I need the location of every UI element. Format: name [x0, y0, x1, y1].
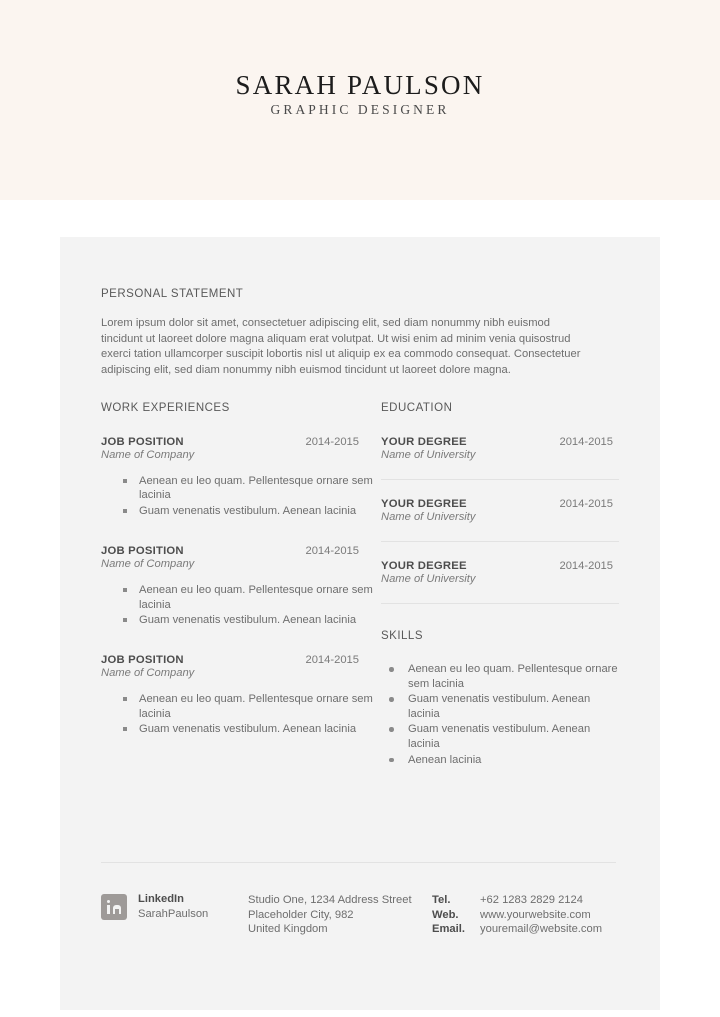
address-line: Placeholder City, 982	[248, 908, 354, 921]
skill-item: Aenean lacinia	[381, 753, 619, 768]
work-experiences-section	[101, 402, 381, 738]
education-section	[381, 402, 619, 604]
linkedin-icon-notch	[115, 909, 119, 915]
page-title: SARAH PAULSON	[235, 70, 485, 100]
education-heading: EDUCATION	[381, 402, 453, 414]
job-bullet: Aenean eu leo quam. Pellentesque ornare sem lacinia	[101, 692, 381, 721]
footer-contact-bar	[101, 892, 621, 937]
job-title: JOB POSITION	[101, 654, 184, 667]
contact-label-web: Web.	[432, 908, 459, 921]
address-line: United Kingdom	[248, 923, 328, 936]
company-name: Name of Company	[101, 449, 195, 461]
resume-content-panel	[60, 237, 660, 1010]
education-entry-header	[381, 436, 613, 448]
education-entry	[381, 436, 619, 480]
work-experience-header	[101, 545, 359, 557]
skills-bullet-list	[381, 662, 619, 767]
company-name: Name of Company	[101, 558, 195, 571]
degree-date: 2014-2015	[559, 560, 613, 572]
personal-statement-section	[101, 288, 601, 378]
work-experiences-list	[101, 436, 381, 737]
linkedin-label: LinkedIn	[138, 893, 184, 905]
linkedin-icon-dot	[107, 900, 110, 903]
work-experience-entry	[101, 545, 381, 627]
address-block	[248, 893, 432, 937]
education-skills-column	[381, 402, 619, 768]
contact-label-email: Email.	[432, 923, 465, 936]
personal-statement-heading: PERSONAL STATEMENT	[101, 288, 244, 300]
contact-value-web[interactable]: www.yourwebsite.com	[480, 908, 591, 921]
job-bullet: Aenean eu leo quam. Pellentesque ornare sem lacinia	[101, 474, 381, 503]
skill-item: Guam venenatis vestibulum. Aenean lacinia	[381, 692, 619, 721]
skills-heading: SKILLS	[381, 630, 423, 642]
linkedin-handle[interactable]: SarahPaulson	[138, 907, 209, 920]
job-title: JOB POSITION	[101, 545, 184, 558]
contact-value-column	[480, 893, 602, 937]
job-title: JOB POSITION	[101, 436, 184, 448]
skills-section	[381, 630, 619, 767]
job-bullet: Aenean eu leo quam. Pellentesque ornare sem lacinia	[101, 583, 381, 612]
company-name: Name of Company	[101, 667, 195, 680]
degree-date: 2014-2015	[559, 498, 613, 510]
degree-title: YOUR DEGREE	[381, 436, 467, 448]
degree-title: YOUR DEGREE	[381, 498, 467, 510]
job-date: 2014-2015	[305, 654, 359, 667]
education-entry	[381, 560, 619, 604]
job-bullet: Guam venenatis vestibulum. Aenean lacinia	[101, 613, 381, 627]
job-bullet-list	[101, 474, 381, 518]
linkedin-icon[interactable]	[101, 894, 127, 920]
university-name: Name of University	[381, 449, 476, 461]
education-list	[381, 436, 619, 604]
address-line: Studio One, 1234 Address Street	[248, 894, 412, 906]
degree-title: YOUR DEGREE	[381, 560, 467, 572]
linkedin-text-block	[138, 892, 248, 921]
university-name: Name of University	[381, 573, 476, 585]
job-bullet-list	[101, 692, 381, 736]
contact-label-column	[432, 893, 480, 937]
contact-block	[432, 893, 602, 937]
skills-list	[381, 662, 619, 767]
contact-label-tel: Tel.	[432, 894, 451, 906]
job-date: 2014-2015	[305, 545, 359, 558]
linkedin-icon-stem	[107, 905, 110, 914]
education-entry-header	[381, 560, 613, 572]
work-experience-entry	[101, 436, 381, 518]
contact-value-tel[interactable]: +62 1283 2829 2124	[480, 894, 583, 906]
personal-statement-body: Lorem ipsum dolor sit amet, consectetuer adipiscing elit, sed diam nonummy nibh euismod tincidunt ut laoreet dolore magna aliquam erat volutpat. Ut wisi enim ad minim venia quisostrud exerci tation ullamcorper suscipit lobortis nisl ut aliquip ex ea commodo consequat. Consectetuer adipiscing elit, sed diam nonummy nibh euismod tincidunt ut laoreet dolore magna.	[101, 317, 581, 376]
job-date: 2014-2015	[305, 436, 359, 448]
education-entry	[381, 498, 619, 542]
university-name: Name of University	[381, 511, 476, 523]
work-experience-header	[101, 436, 359, 448]
footer-divider	[101, 862, 616, 863]
job-bullet: Guam venenatis vestibulum. Aenean lacinia	[101, 722, 381, 736]
page-subtitle: GRAPHIC DESIGNER	[270, 102, 450, 117]
job-bullet: Guam venenatis vestibulum. Aenean lacinia	[101, 504, 381, 518]
degree-date: 2014-2015	[559, 436, 613, 448]
contact-value-email[interactable]: youremail@website.com	[480, 923, 603, 936]
work-experience-header	[101, 654, 359, 666]
work-experience-entry	[101, 654, 381, 736]
skill-item: Aenean eu leo quam. Pellentesque ornare sem lacinia	[381, 662, 619, 691]
work-experiences-heading: WORK EXPERIENCES	[101, 402, 230, 414]
education-entry-header	[381, 498, 613, 510]
skill-item: Guam venenatis vestibulum. Aenean lacinia	[381, 722, 619, 751]
job-bullet-list	[101, 583, 381, 627]
